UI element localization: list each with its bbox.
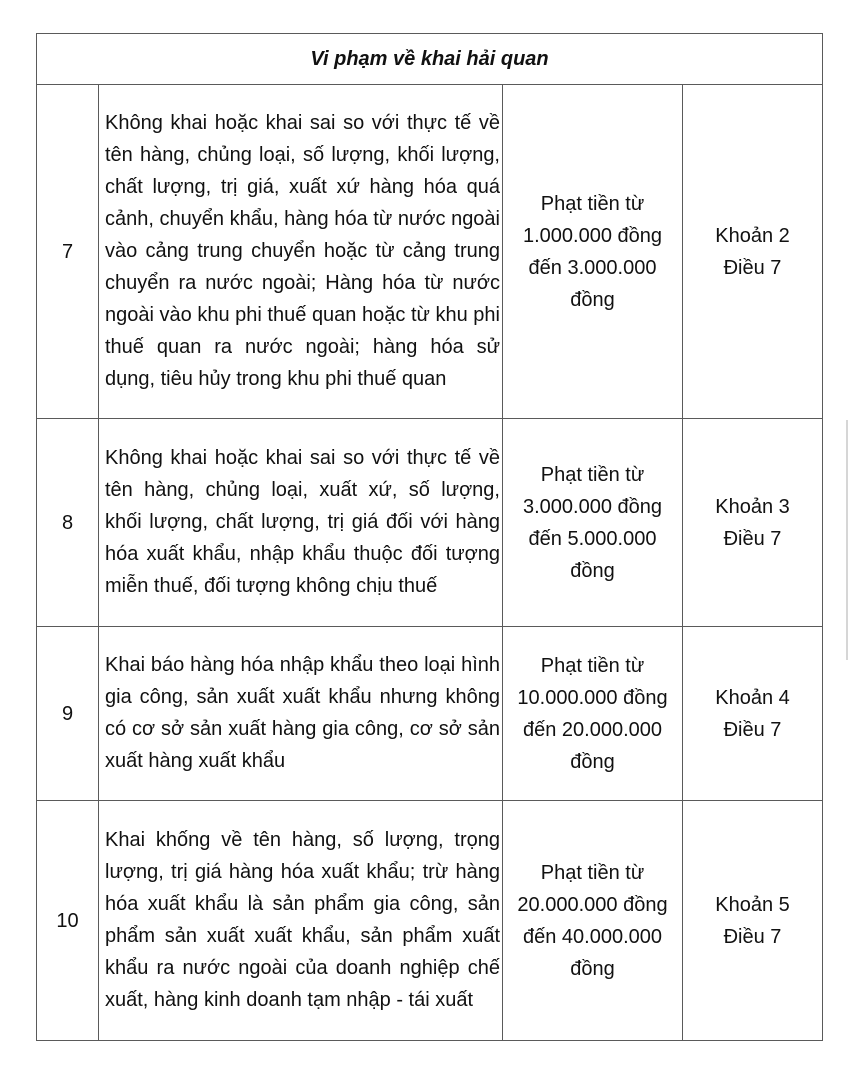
fine-line: đến 3.000.000 <box>528 256 657 279</box>
reference-line: Khoản 2 <box>715 224 790 247</box>
violation-description: Không khai hoặc khai sai so với thực tế về tên hàng, chủng loại, số lượng, khối lượng, chất lượng, trị giá, xuất xứ hàng hóa quá cảnh, chuyển khẩu, hàng hóa từ nước ngoài vào cảng trung chuyển hoặc từ cảng trung chuyển ra nước ngoài; Hàng hóa từ nước ngoài vào khu phi thuế quan hoặc từ khu phi thuế quan ra nước ngoài; hàng hóa sử dụng, tiêu hủy trong khu phi thuế quan <box>99 85 503 419</box>
fine-line: đến 5.000.000 <box>528 527 657 550</box>
penalty-table <box>36 33 823 1041</box>
reference-line: Điều 7 <box>723 527 782 550</box>
violation-description: Khai khống về tên hàng, số lượng, trọng lượng, trị giá hàng hóa xuất khẩu; trừ hàng hóa xuất khẩu là sản phẩm gia công, sản phẩm sản xuất xuất khẩu, sản phẩm xuất khẩu ra nước ngoài của doanh nghiệp chế xuất, hàng kinh doanh tạm nhập - tái xuất <box>99 801 503 1041</box>
table-row <box>37 85 823 419</box>
fine-line: 10.000.000 đồng <box>517 686 668 709</box>
fine-line: đồng <box>570 957 615 980</box>
reference-line: Điều 7 <box>723 718 782 741</box>
reference-line: Khoản 5 <box>715 893 790 916</box>
legal-reference <box>683 419 823 627</box>
fine-amount <box>503 627 683 801</box>
section-title: Vi phạm về khai hải quan <box>37 34 823 85</box>
fine-line: đồng <box>570 288 615 311</box>
fine-line: 1.000.000 đồng <box>522 224 663 247</box>
table-row <box>37 627 823 801</box>
reference-line: Điều 7 <box>723 925 782 948</box>
fine-amount <box>503 85 683 419</box>
fine-line: đến 20.000.000 <box>522 718 663 741</box>
fine-amount <box>503 419 683 627</box>
fine-line: đến 40.000.000 <box>522 925 663 948</box>
table-row <box>37 801 823 1041</box>
fine-line: 20.000.000 đồng <box>517 893 668 916</box>
fine-line: Phạt tiền từ <box>540 654 645 677</box>
fine-line: Phạt tiền từ <box>540 463 645 486</box>
legal-reference <box>683 85 823 419</box>
legal-reference <box>683 801 823 1041</box>
reference-line: Điều 7 <box>723 256 782 279</box>
fine-line: đồng <box>570 750 615 773</box>
violation-description: Khai báo hàng hóa nhập khẩu theo loại hình gia công, sản xuất xuất khẩu nhưng không có cơ sở sản xuất hàng gia công, cơ sở sản xuất hàng xuất khẩu <box>99 627 503 801</box>
reference-line: Khoản 4 <box>715 686 790 709</box>
fine-line: 3.000.000 đồng <box>522 495 663 518</box>
row-number: 9 <box>37 627 99 801</box>
row-number: 7 <box>37 85 99 419</box>
reference-line: Khoản 3 <box>715 495 790 518</box>
row-number: 8 <box>37 419 99 627</box>
row-number: 10 <box>37 801 99 1041</box>
violation-description: Không khai hoặc khai sai so với thực tế về tên hàng, chủng loại, xuất xứ, số lượng, khối lượng, chất lượng, trị giá đối với hàng hóa xuất khẩu, nhập khẩu thuộc đối tượng miễn thuế, đối tượng không chịu thuế <box>99 419 503 627</box>
scrollbar-track[interactable] <box>846 420 848 660</box>
fine-line: Phạt tiền từ <box>540 192 645 215</box>
table-row <box>37 419 823 627</box>
legal-reference <box>683 627 823 801</box>
fine-line: đồng <box>570 559 615 582</box>
section-header-row <box>37 34 823 85</box>
fine-line: Phạt tiền từ <box>540 861 645 884</box>
fine-amount <box>503 801 683 1041</box>
